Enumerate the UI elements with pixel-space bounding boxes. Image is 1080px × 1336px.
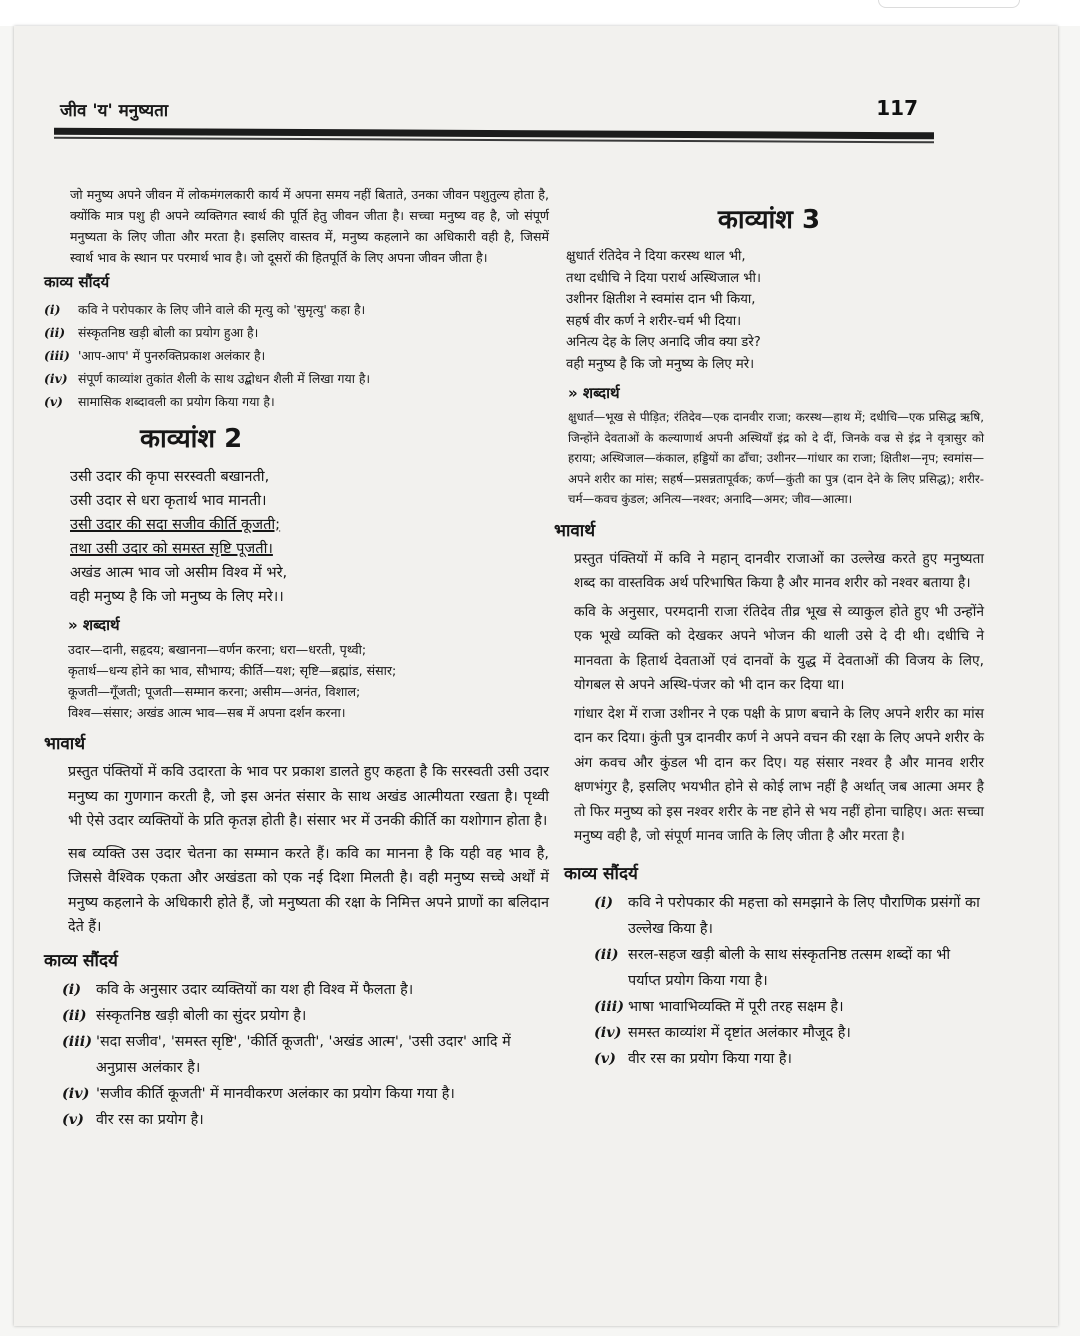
shabdarth-heading-2: » शब्दार्थ [68,616,120,634]
kavya-saundarya-heading-2: काव्य सौंदर्य [44,950,118,971]
bhavarth-2-paragraph-1: प्रस्तुत पंक्तियों में कवि उदारता के भाव पर प्रकाश डालते हुए कहता है कि सरस्वती उसी उदार मनुष्य का गुणगान करती है, जो इस अनंत संसार के साथ अखंड आत्मीयता रखता है। पृथ्वी भी ऐसे उदार व्यक्तियों के प्रति कृतज्ञ होती है। संसार भर में उनकी कीर्ति का यशोगान होता है। [68,764,549,829]
verse-line: सहर्ष वीर कर्ण ने शरीर-चर्म भी दिया। [566,313,742,329]
bhavarth-2-paragraph-2: सब व्यक्ति उस उदार चेतना का सम्मान करते हैं। कवि का मानना है कि यही वह भाव है, जिससे वैश्विक एकता और अखंडता को एक नई दिशा मिलती है। वही मनुष्य सच्चे अर्थों में मनुष्य कहलाने के अधिकारी होते हैं, जो मनुष्यता की रक्षा के निमित्त अपने प्राणों का बलिदान देते हैं। [68,845,549,935]
list-item: (v) सामासिक शब्दावली का प्रयोग किया गया है। [44,394,275,409]
kavyansh-3-heading: काव्यांश 3 [717,205,821,235]
list-item: (iii) भाषा भावाभिव्यक्ति में पूरी तरह सक्षम है। [594,997,844,1015]
right-column [554,194,984,1072]
chapter-header: जीव 'य' मनुष्यता [60,101,169,121]
list-item: (v) वीर रस का प्रयोग किया गया है। [594,1049,792,1067]
verse-line: तथा दधीचि ने दिया परार्थ अस्थिजाल भी। [566,270,761,286]
list-item: (i) कवि के अनुसार उदार व्यक्तियों का यश ही विश्व में फैलता है। [62,980,414,998]
list-item: (iv) समस्त काव्यांश में दृष्टांत अलंकार मौजूद है। [594,1023,851,1041]
verse-line: क्षुधार्त रंतिदेव ने दिया करस्थ थाल भी, [566,249,746,264]
verse-line: वही मनुष्य है कि जो मनुष्य के लिए मरे।। [70,588,284,605]
kavya-saundarya-list-1 [44,298,549,413]
bhavarth-3-paragraph-3: गांधार देश में राजा उशीनर ने एक पक्षी के प्राण बचाने के लिए अपने शरीर का मांस दान कर दिया। कुंती पुत्र दानवीर कर्ण ने अपने वचन की रक्षा के लिए अपने शरीर के अंग कवच और कुंडल भी दान कर दिए। यह संसार नश्वर है और मानव शरीर क्षणभंगुर है, इसलिए भयभीत होने से कोई लाभ नहीं है अर्थात् जब आत्मा अमर है तो फिर मनुष्य को इस नश्वर शरीर के नष्ट होने से भय नहीं होना चाहिए। अतः सच्चा मनुष्य वही है, जो संपूर्ण मानव जाति के लिए जीता है और मरता है। [574,705,984,845]
kavya-saundarya-list-2 [62,977,549,1133]
kavyansh-2-heading: काव्यांश 2 [140,424,243,454]
bhavarth-3-paragraph-1: प्रस्तुत पंक्तियों में कवि ने महान् दानवीर राजाओं का उल्लेख करते हुए मनुष्यता शब्द का वास्तविक अर्थ परिभाषित किया है और मानव शरीर को नश्वर बताया है। [574,550,984,592]
list-item: (ii) सरल-सहज खड़ी बोली के साथ संस्कृतनिष्ठ तत्सम शब्दों का भी पर्याप्त प्रयोग किया गया है। [594,945,951,989]
kavya-saundarya-list-3 [594,890,984,1072]
page-number: 117 [876,96,918,120]
bhavarth-3 [574,547,984,849]
list-item: (iv) संपूर्ण काव्यांश तुकांत शैली के साथ उद्बोधन शैली में लिखा गया है। [44,371,371,386]
book-page [14,26,1058,1326]
intro-paragraph: जो मनुष्य अपने जीवन में लोकमंगलकारी कार्य में अपना समय नहीं बिताते, उनका जीवन पशुतुल्य होता है, क्योंकि मात्र पशु ही अपने व्यक्तिगत स्वार्थ की पूर्ति हेतु जीवन जीता है। सच्चा मनुष्य वह है, जो संपूर्ण मनुष्यता के लिए जीता और मरता है। इसलिए वास्तव में, मनुष्य कहलाने का अधिकारी वही है, जिसमें स्वार्थ भाव के स्थान पर परमार्थ भाव है। जो दूसरों की हितपूर्ति के लिए अपना जीवन जीता है। [70,187,549,265]
bhavarth-heading-2: भावार्थ [44,734,86,754]
verse-line-underlined: उसी उदार की सदा सजीव कीर्ति कूजती; [70,516,281,533]
list-item: (ii) संस्कृतनिष्ठ खड़ी बोली का सुंदर प्रयोग है। [62,1006,307,1024]
shabdarth-heading-3: » शब्दार्थ [568,384,620,402]
verse-line: उसी उदार से धरा कृतार्थ भाव मानती। [70,492,267,509]
bhavarth-3-paragraph-2: कवि के अनुसार, परमदानी राजा रंतिदेव तीव्र भूख से व्याकुल होते हुए भी उन्होंने एक भूखे व्यक्ति को देखकर अपने भोजन की थाली उसे दे दी थी। दधीचि ने मानवता के हितार्थ देवताओं एवं दानवों के युद्ध में देवताओं की विजय के लिए, योगबल से अपने अस्थि-पंजर को भी दान कर दिया था। [574,603,984,694]
verse-line: उसी उदार की कृपा सरस्वती बखानती, [70,468,270,485]
viewer-top-bar [0,0,1080,26]
kavyansh-2-verse [70,465,549,609]
list-item: (iii) 'सदा सजीव', 'समस्त सृष्टि', 'कीर्ति कूजती', 'अखंड आत्म', 'उसी उदार' आदि में अनुप्रास अलंकार है। [62,1032,511,1076]
bhavarth-heading-3: भावार्थ [554,520,596,541]
list-item: (i) कवि ने परोपकार की महत्ता को समझाने के लिए पौराणिक प्रसंगों का उल्लेख किया है। [594,893,980,937]
list-item: (v) वीर रस का प्रयोग है। [62,1110,204,1128]
verse-line-underlined: तथा उसी उदार को समस्त सृष्टि पूजती। [70,540,273,557]
list-item: (i) कवि ने परोपकार के लिए जीने वाले की मृत्यु को 'सुमृत्यु' कहा है। [44,302,366,317]
verse-line: उशीनर क्षितीश ने स्वमांस दान भी किया, [566,292,756,307]
verse-line: अनित्य देह के लिए अनादि जीव क्या डरे? [566,335,761,350]
kavya-saundarya-heading-3: काव्य सौंदर्य [564,863,638,884]
kavyansh-3-verse [566,246,984,375]
kavya-saundarya-heading-1: काव्य सौंदर्य [44,273,110,291]
viewer-pill [878,0,1020,8]
list-item: (iii) 'आप-आप' में पुनरुक्तिप्रकाश अलंकार है। [44,348,266,363]
shabdarth-3: क्षुधार्त—भूख से पीड़ित; रंतिदेव—एक दानवीर राजा; करस्थ—हाथ में; दधीचि—एक प्रसिद्ध ऋषि, जिन्होंने देवताओं के कल्याणार्थ अपनी अस्थियाँ इंद्र को दे दीं, जिनके वज्र से इंद्र ने वृत्रासुर को हराया; अस्थिजाल—कंकाल, हड्डियों का ढाँचा; उशीनर—गांधार का राजा; क्षितीश—नृप; स्वमांस—अपने शरीर का मांस; सहर्ष—प्रसन्नतापूर्वक; कर्ण—कुंती का पुत्र (दान देने के लिए प्रसिद्ध); शरीर-चर्म—कवच कुंडल; अनित्य—नश्वर; अनादि—अमर; जीव—आत्मा। [568,410,984,507]
list-item: (ii) संस्कृतनिष्ठ खड़ी बोली का प्रयोग हुआ है। [44,325,259,340]
verse-line: वही मनुष्य है कि जो मनुष्य के लिए मरे। [566,356,755,372]
shabdarth-2: उदार—दानी, सहृदय; बखानना—वर्णन करना; धरा—धरती, पृथ्वी; कृतार्थ—धन्य होने का भाव, सौभाग्य; कीर्ति—यश; सृष्टि—ब्रह्मांड, संसार; कूजती—गूँजती; पूजती—सम्मान करना; असीम—अनंत, विशाल; विश्व—संसार; अखंड आत्म भाव—सब में अपना दर्शन करना। [68,642,397,720]
verse-line: अखंड आत्म भाव जो असीम विश्व में भरे, [70,564,288,581]
list-item: (iv) 'सजीव कीर्ति कूजती' में मानवीकरण अलंकार का प्रयोग किया गया है। [62,1084,455,1102]
left-column [44,184,549,1133]
